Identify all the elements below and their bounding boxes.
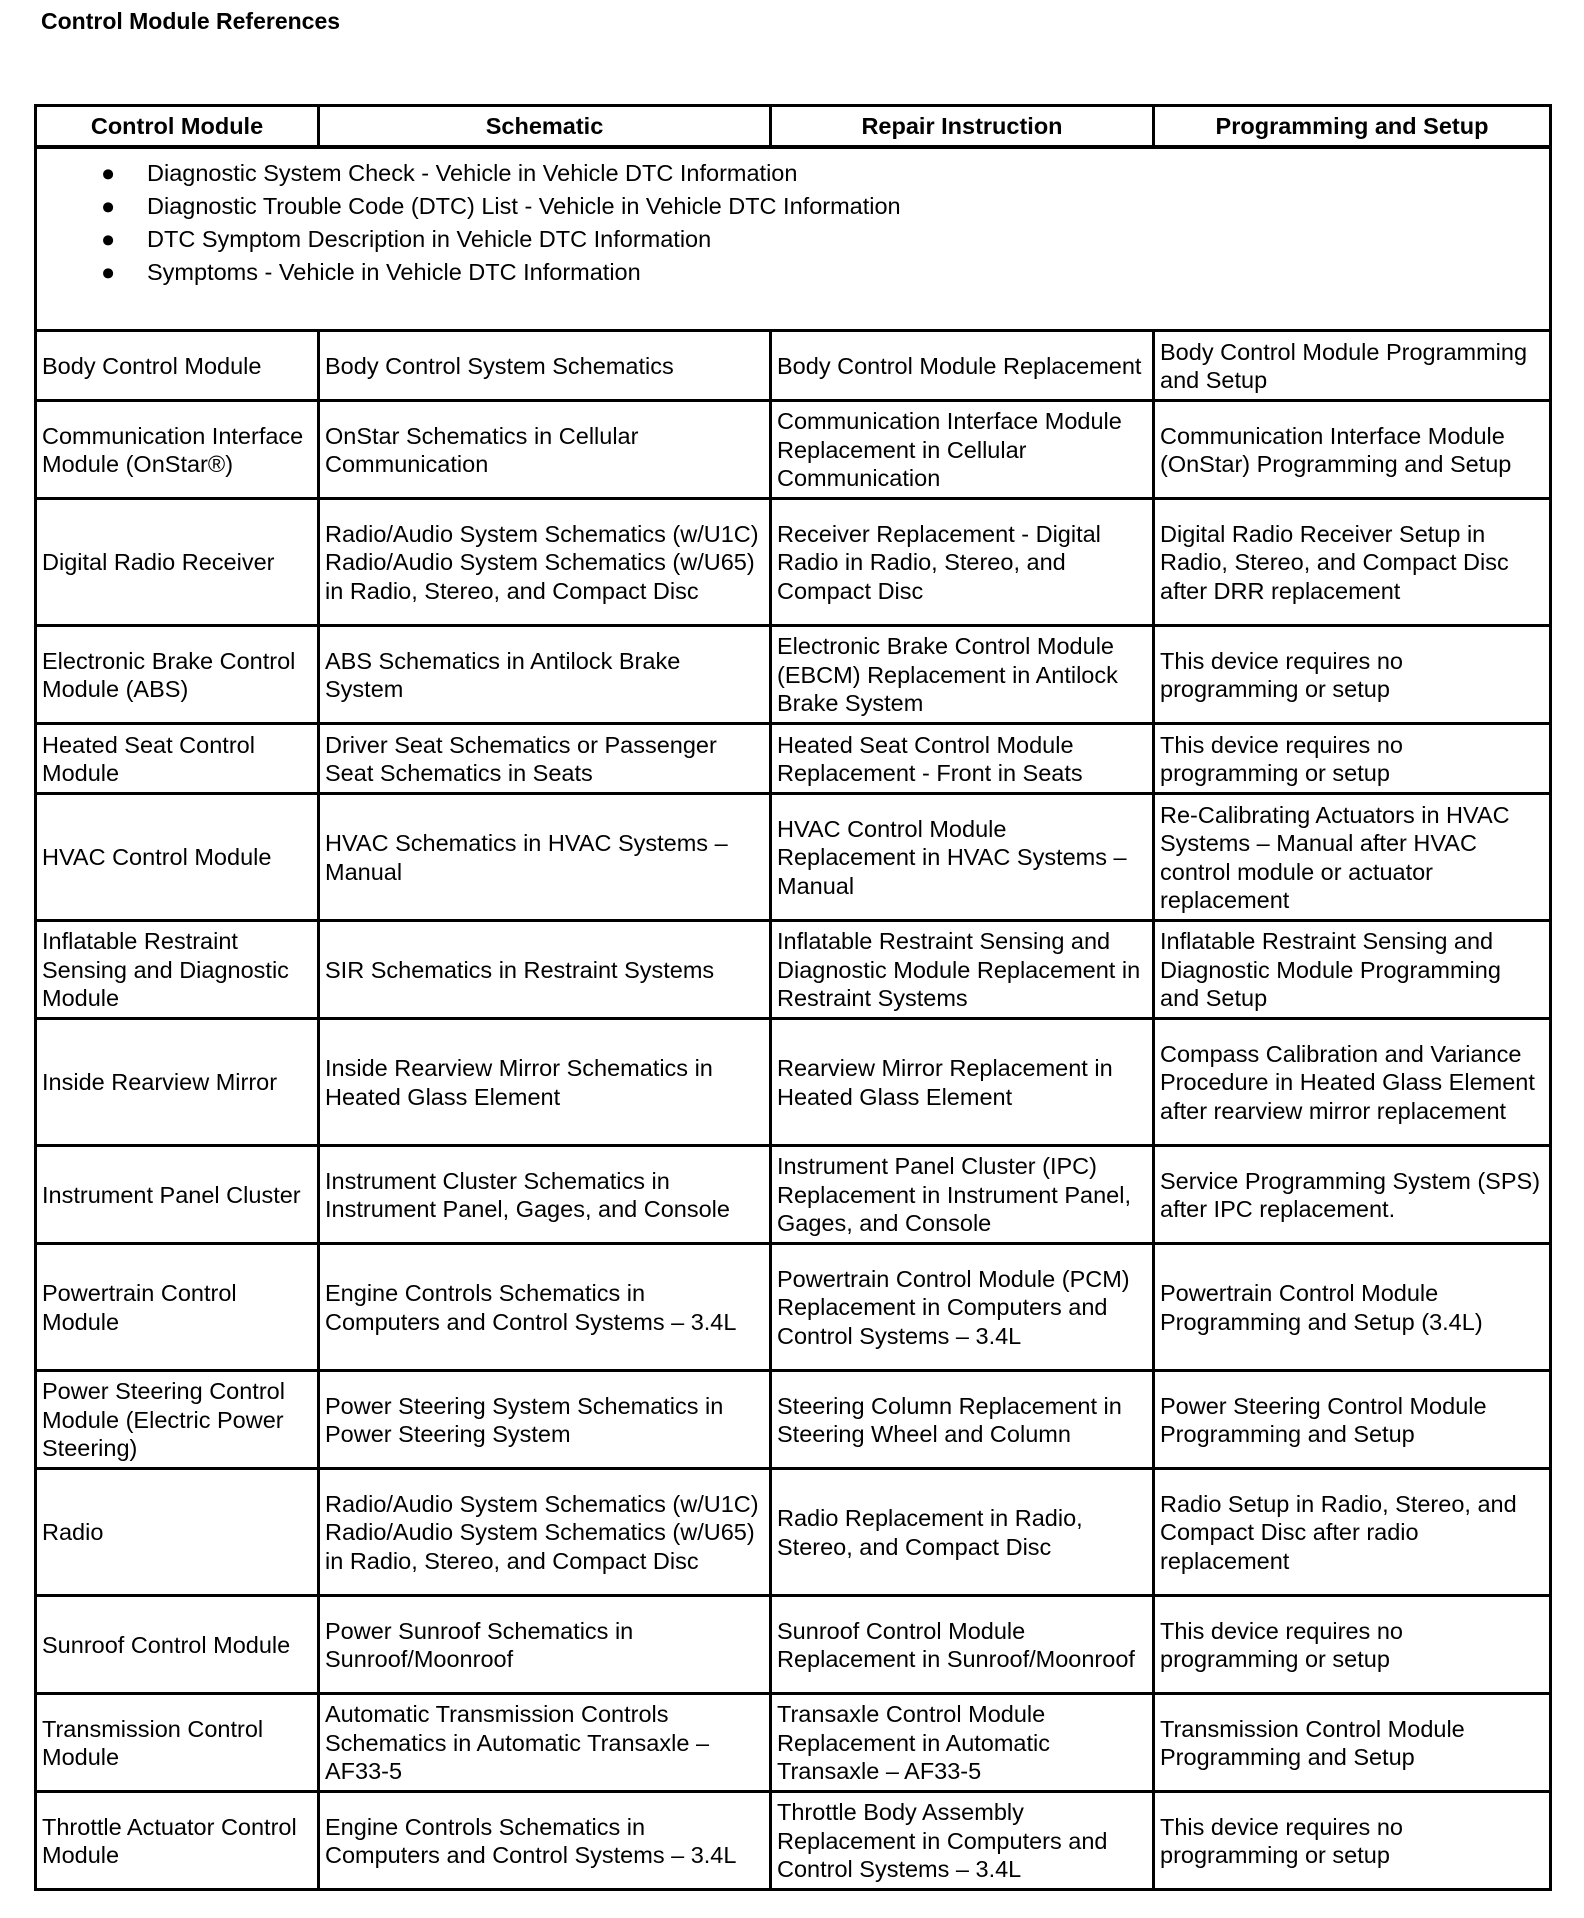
cell-control-module: Inside Rearview Mirror xyxy=(36,1019,319,1146)
cell-programming-and-setup: Powertrain Control Module Programming and Setup (3.4L) xyxy=(1154,1244,1551,1371)
intro-item-text: Diagnostic System Check - Vehicle in Vehicle DTC Information xyxy=(147,160,798,186)
bullet-icon: ● xyxy=(101,259,116,285)
bullet-icon: ● xyxy=(101,226,116,252)
table-row xyxy=(36,1792,1551,1890)
cell-programming-and-setup: Compass Calibration and Variance Procedure in Heated Glass Element after rearview mirror replacement xyxy=(1154,1019,1551,1146)
table-row xyxy=(36,1469,1551,1596)
cell-schematic: Automatic Transmission Controls Schematics in Automatic Transaxle – AF33-5 xyxy=(319,1694,771,1792)
table-row xyxy=(36,921,1551,1019)
cell-schematic: Body Control System Schematics xyxy=(319,331,771,401)
cell-schematic: Instrument Cluster Schematics in Instrument Panel, Gages, and Console xyxy=(319,1146,771,1244)
cell-programming-and-setup: This device requires no programming or setup xyxy=(1154,626,1551,724)
cell-repair-instruction: Heated Seat Control Module Replacement - Front in Seats xyxy=(771,724,1154,794)
intro-cell xyxy=(36,147,1551,331)
cell-control-module: Electronic Brake Control Module (ABS) xyxy=(36,626,319,724)
table-row xyxy=(36,1019,1551,1146)
cell-programming-and-setup: Radio Setup in Radio, Stereo, and Compact Disc after radio replacement xyxy=(1154,1469,1551,1596)
cell-repair-instruction: Inflatable Restraint Sensing and Diagnostic Module Replacement in Restraint Systems xyxy=(771,921,1154,1019)
cell-control-module: HVAC Control Module xyxy=(36,794,319,921)
intro-list-item xyxy=(47,190,1539,223)
header-programming-and-setup: Programming and Setup xyxy=(1154,106,1551,148)
table-row xyxy=(36,1596,1551,1694)
bullet-icon: ● xyxy=(101,193,116,219)
cell-schematic: ABS Schematics in Antilock Brake System xyxy=(319,626,771,724)
cell-control-module: Radio xyxy=(36,1469,319,1596)
cell-control-module: Body Control Module xyxy=(36,331,319,401)
cell-schematic: SIR Schematics in Restraint Systems xyxy=(319,921,771,1019)
cell-schematic: Engine Controls Schematics in Computers and Control Systems – 3.4L xyxy=(319,1244,771,1371)
intro-item-text: DTC Symptom Description in Vehicle DTC Information xyxy=(147,226,712,252)
cell-schematic: Radio/Audio System Schematics (w/U1C) Radio/Audio System Schematics (w/U65) in Radio, Stereo, and Compact Disc xyxy=(319,499,771,626)
cell-repair-instruction: Throttle Body Assembly Replacement in Computers and Control Systems – 3.4L xyxy=(771,1792,1154,1890)
cell-control-module: Inflatable Restraint Sensing and Diagnostic Module xyxy=(36,921,319,1019)
cell-programming-and-setup: Transmission Control Module Programming and Setup xyxy=(1154,1694,1551,1792)
cell-repair-instruction: Transaxle Control Module Replacement in Automatic Transaxle – AF33-5 xyxy=(771,1694,1154,1792)
cell-control-module: Transmission Control Module xyxy=(36,1694,319,1792)
cell-control-module: Power Steering Control Module (Electric Power Steering) xyxy=(36,1371,319,1469)
cell-control-module: Throttle Actuator Control Module xyxy=(36,1792,319,1890)
intro-list-item xyxy=(47,223,1539,256)
cell-repair-instruction: Receiver Replacement - Digital Radio in Radio, Stereo, and Compact Disc xyxy=(771,499,1154,626)
cell-repair-instruction: Body Control Module Replacement xyxy=(771,331,1154,401)
table-row xyxy=(36,331,1551,401)
cell-repair-instruction: HVAC Control Module Replacement in HVAC Systems – Manual xyxy=(771,794,1154,921)
cell-repair-instruction: Communication Interface Module Replacement in Cellular Communication xyxy=(771,401,1154,499)
intro-item-text: Diagnostic Trouble Code (DTC) List - Vehicle in Vehicle DTC Information xyxy=(147,193,901,219)
table-row xyxy=(36,401,1551,499)
table-row xyxy=(36,1146,1551,1244)
table-row xyxy=(36,499,1551,626)
page-title: Control Module References xyxy=(41,8,341,34)
cell-schematic: OnStar Schematics in Cellular Communication xyxy=(319,401,771,499)
cell-control-module: Heated Seat Control Module xyxy=(36,724,319,794)
header-schematic: Schematic xyxy=(319,106,771,148)
intro-row xyxy=(36,147,1551,331)
cell-control-module: Communication Interface Module (OnStar®) xyxy=(36,401,319,499)
cell-programming-and-setup: This device requires no programming or setup xyxy=(1154,1596,1551,1694)
cell-schematic: Power Sunroof Schematics in Sunroof/Moonroof xyxy=(319,1596,771,1694)
header-control-module: Control Module xyxy=(36,106,319,148)
header-repair-instruction: Repair Instruction xyxy=(771,106,1154,148)
cell-repair-instruction: Sunroof Control Module Replacement in Sunroof/Moonroof xyxy=(771,1596,1154,1694)
cell-repair-instruction: Electronic Brake Control Module (EBCM) Replacement in Antilock Brake System xyxy=(771,626,1154,724)
intro-item-text: Symptoms - Vehicle in Vehicle DTC Information xyxy=(147,259,641,285)
table-row xyxy=(36,1371,1551,1469)
cell-programming-and-setup: Power Steering Control Module Programming and Setup xyxy=(1154,1371,1551,1469)
cell-programming-and-setup: Inflatable Restraint Sensing and Diagnostic Module Programming and Setup xyxy=(1154,921,1551,1019)
intro-list-item xyxy=(47,256,1539,289)
cell-schematic: Power Steering System Schematics in Power Steering System xyxy=(319,1371,771,1469)
cell-programming-and-setup: Body Control Module Programming and Setup xyxy=(1154,331,1551,401)
cell-repair-instruction: Powertrain Control Module (PCM) Replacement in Computers and Control Systems – 3.4L xyxy=(771,1244,1154,1371)
cell-repair-instruction: Instrument Panel Cluster (IPC) Replacement in Instrument Panel, Gages, and Console xyxy=(771,1146,1154,1244)
cell-repair-instruction: Rearview Mirror Replacement in Heated Glass Element xyxy=(771,1019,1154,1146)
table-header-row xyxy=(36,106,1551,148)
cell-schematic: Inside Rearview Mirror Schematics in Heated Glass Element xyxy=(319,1019,771,1146)
cell-schematic: HVAC Schematics in HVAC Systems – Manual xyxy=(319,794,771,921)
cell-schematic: Radio/Audio System Schematics (w/U1C) Radio/Audio System Schematics (w/U65) in Radio, Stereo, and Compact Disc xyxy=(319,1469,771,1596)
table-row xyxy=(36,626,1551,724)
cell-control-module: Powertrain Control Module xyxy=(36,1244,319,1371)
table-row xyxy=(36,794,1551,921)
table-row xyxy=(36,1244,1551,1371)
cell-schematic: Driver Seat Schematics or Passenger Seat Schematics in Seats xyxy=(319,724,771,794)
intro-list-item xyxy=(47,157,1539,190)
cell-programming-and-setup: This device requires no programming or setup xyxy=(1154,724,1551,794)
cell-schematic: Engine Controls Schematics in Computers and Control Systems – 3.4L xyxy=(319,1792,771,1890)
bullet-icon: ● xyxy=(101,160,116,186)
cell-repair-instruction: Steering Column Replacement in Steering Wheel and Column xyxy=(771,1371,1154,1469)
cell-control-module: Digital Radio Receiver xyxy=(36,499,319,626)
cell-repair-instruction: Radio Replacement in Radio, Stereo, and Compact Disc xyxy=(771,1469,1154,1596)
cell-programming-and-setup: Digital Radio Receiver Setup in Radio, Stereo, and Compact Disc after DRR replacement xyxy=(1154,499,1551,626)
cell-programming-and-setup: This device requires no programming or setup xyxy=(1154,1792,1551,1890)
cell-programming-and-setup: Communication Interface Module (OnStar) Programming and Setup xyxy=(1154,401,1551,499)
table-row xyxy=(36,724,1551,794)
cell-programming-and-setup: Re-Calibrating Actuators in HVAC Systems – Manual after HVAC control module or actuator replacement xyxy=(1154,794,1551,921)
cell-control-module: Instrument Panel Cluster xyxy=(36,1146,319,1244)
cell-programming-and-setup: Service Programming System (SPS) after IPC replacement. xyxy=(1154,1146,1551,1244)
cell-control-module: Sunroof Control Module xyxy=(36,1596,319,1694)
table-row xyxy=(36,1694,1551,1792)
intro-list xyxy=(47,157,1539,289)
control-module-reference-table xyxy=(34,104,1552,1891)
